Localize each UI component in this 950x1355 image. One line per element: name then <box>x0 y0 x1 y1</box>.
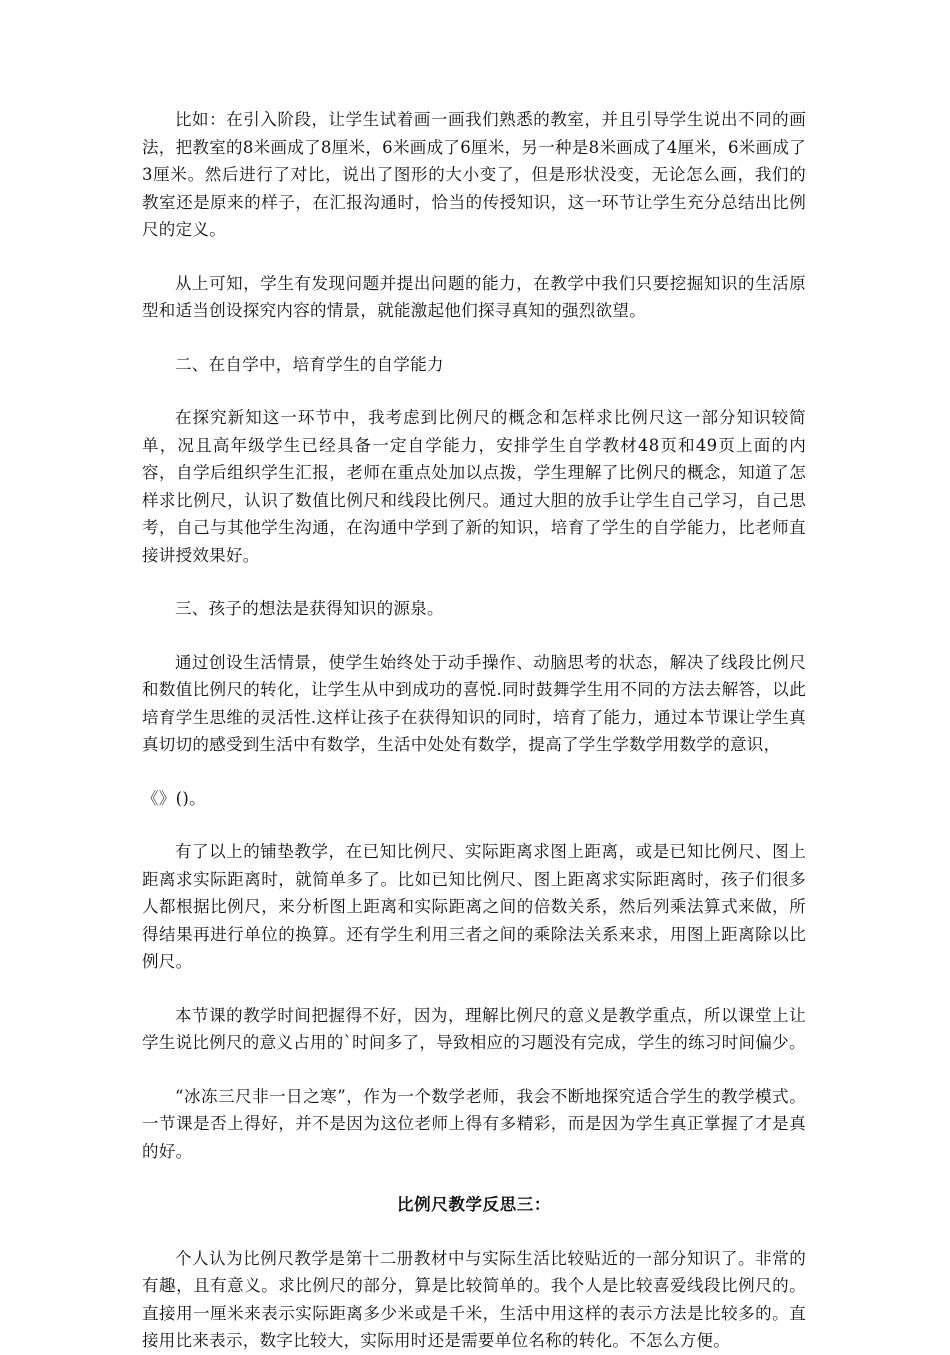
paragraph-conclusion: 从上可知，学生有发现问题并提出问题的能力，在教学中我们只要挖掘知识的生活原型和适当创设探究内容的情景，就能激起他们探寻真知的强烈欲望。 <box>142 273 806 320</box>
paragraph-self-study: 在探究新知这一环节中，我考虑到比例尺的概念和怎样求比例尺这一部分知识较简单，况且高年级学生已经具备一定自学能力，安排学生自学教材48页和49页上面的内容，自学后组织学生汇报，老师在重点处加以点拨，学生理解了比例尺的概念，知道了怎样求比例尺，认识了数值比例尺和线段比例尺。通过大胆的放手让学生自己学习，自己思考，自己与其他学生沟通，在沟通中学到了新的知识，培育了学生的自学能力，比老师直接讲授效果好。 <box>142 408 806 565</box>
paragraph-personal-opinion: 个人认为比例尺教学是第十二册教材中与实际生活比较贴近的一部分知识了。非常的有趣，且有意义。求比例尺的部分，算是比较简单的。我个人是比较喜爱线段比例尺的。直接用一厘米来表示实际距离多少米或是千米，生活中用这样的表示方法是比较多的。直接用比来表示，数字比较大，实际用时还是需要单位名称的转化。不怎么方便。 <box>142 1248 806 1350</box>
paragraph-teacher-reflection: “冰冻三尺非一日之寒”，作为一个数学老师，我会不断地探究适合学生的教学模式。一节课是否上得好，并不是因为这位老师上得有多精彩，而是因为学生真正掌握了才是真的好。 <box>142 1086 806 1161</box>
section-heading-children-ideas: 三、孩子的想法是获得知识的源泉。 <box>175 599 444 618</box>
paragraph-distance-calculation: 有了以上的铺垫教学，在已知比例尺、实际距离求图上距离，或是已知比例尺、图上距离求实际距离时，就简单多了。比如已知比例尺、图上距离求实际距离时，孩子们很多人都根据比例尺，来分析图上距离和实际距离之间的倍数关系，然后列乘法算式来做，所得结果再进行单位的换算。还有学生利用三者之间的乘除法关系来求，用图上距离除以比例尺。 <box>142 842 806 971</box>
section-title-reflection-three: 比例尺教学反思三： <box>397 1195 551 1214</box>
paragraph-life-situations: 通过创设生活情景，使学生始终处于动手操作、动脑思考的状态，解决了线段比例尺和数值比例尺的转化，让学生从中到成功的喜悦.同时鼓舞学生用不同的方法去解答，以此培育学生思维的灵活性.这样让孩子在获得知识的同时，培育了能力，通过本节课让学生真真切切的感受到生活中有数学，生活中处处有数学，提高了学生学数学用数学的意识， <box>142 652 806 754</box>
paragraph-brackets: 《》()。 <box>142 788 206 808</box>
section-heading-self-study: 二、在自学中，培育学生的自学能力 <box>175 354 444 374</box>
paragraph-time-management: 本节课的教学时间把握得不好，因为，理解比例尺的意义是教学重点，所以课堂上让学生说比例尺的意义占用的`时间多了，导致相应的习题没有完成，学生的练习时间偏少。 <box>142 1005 806 1052</box>
document-page <box>142 106 806 1355</box>
paragraph-classroom-example: 比如：在引入阶段，让学生试着画一画我们熟悉的教室，并且引导学生说出不同的画法，把教室的8米画成了8厘米，6米画成了6厘米，另一种是8米画成了4厘米，6米画成了3厘米。然后进行了对比，说出了图形的大小变了，但是形状没变，无论怎么画，我们的教室还是原来的样子，在汇报沟通时，恰当的传授知识，这一环节让学生充分总结出比例尺的定义。 <box>142 110 806 239</box>
